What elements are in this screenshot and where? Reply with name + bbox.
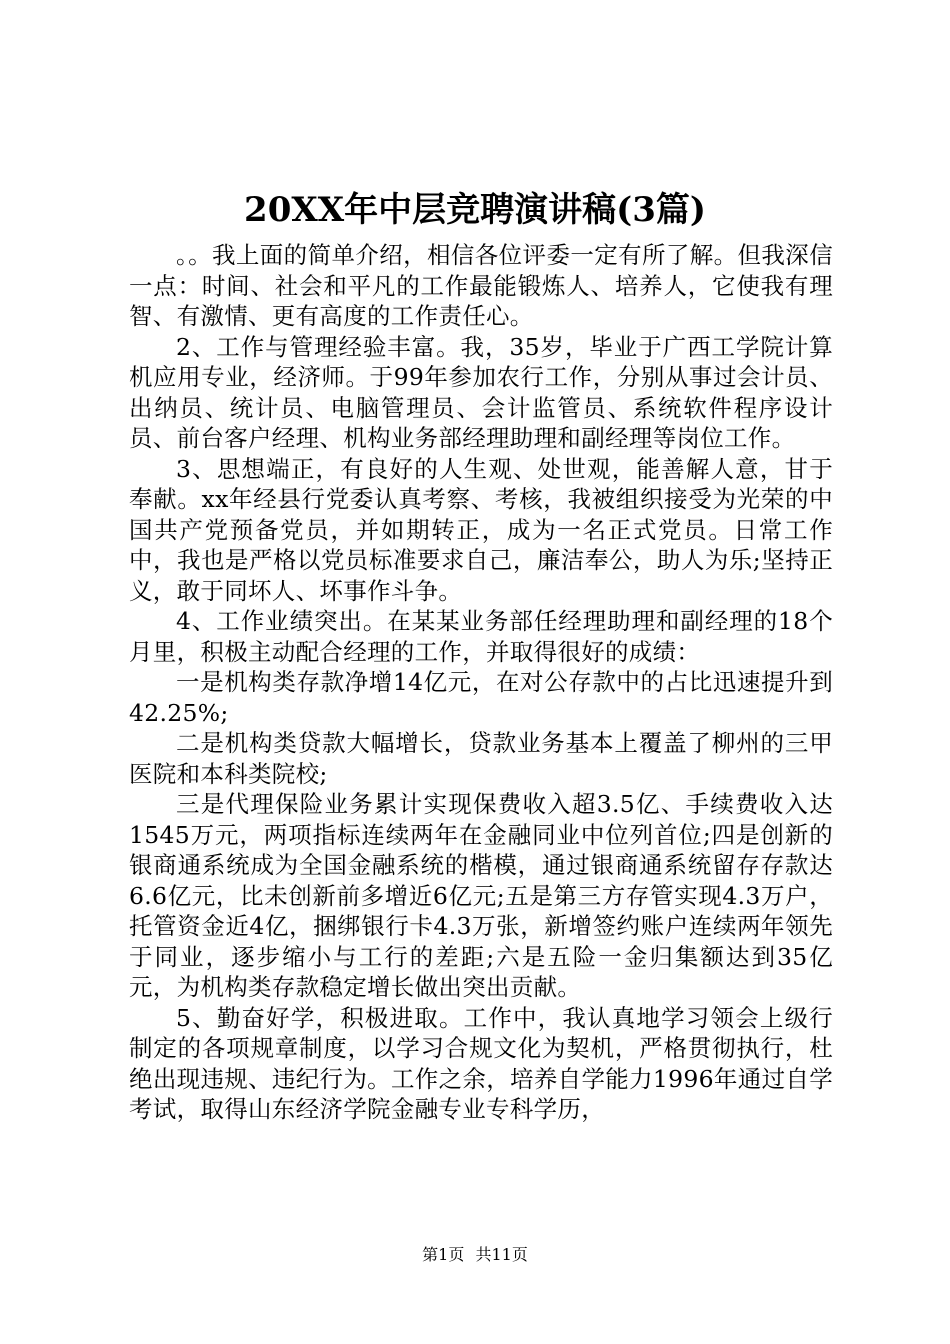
paragraph-deposits: 一是机构类存款净增14亿元，在对公存款中的占比迅速提升到42.25%;: [129, 668, 833, 727]
paragraph-experience: 2、工作与管理经验丰富。我，35岁，毕业于广西工学院计算机应用专业，经济师。于99年参加农行工作，分别从事过会计员、出纳员、统计员、电脑管理员、会计监管员、系统软件程序设计员、前台客户经理、机构业务部经理助理和副经理等岗位工作。: [129, 332, 833, 452]
page-number: 第1页: [422, 1245, 465, 1264]
paragraph-loans: 二是机构类贷款大幅增长，贷款业务基本上覆盖了柳州的三甲医院和本科类院校;: [129, 729, 833, 788]
page-total: 共11页: [475, 1245, 528, 1264]
page-footer: [0, 1244, 950, 1266]
paragraph-study: 5、勤奋好学，积极进取。工作中，我认真地学习领会上级行制定的各项规章制度，以学习合规文化为契机，严格贯彻执行，杜绝出现违规、违纪行为。工作之余，培养自学能力1996年通过自学考试，取得山东经济学院金融专业专科学历，: [129, 1003, 833, 1123]
paragraph-insurance: 三是代理保险业务累计实现保费收入超3.5亿、手续费收入达1545万元，两项指标连续两年在金融同业中位列首位;四是创新的银商通系统成为全国金融系统的楷模，通过银商通系统留存存款达6.6亿元，比未创新前多增近6亿元;五是第三方存管实现4.3万户，托管资金近4亿，捆绑银行卡4.3万张，新增签约账户连续两年领先于同业，逐步缩小与工行的差距;六是五险一金归集额达到35亿元，为机构类存款稳定增长做出突出贡献。: [129, 790, 833, 1001]
paragraph-achievements: 4、工作业绩突出。在某某业务部任经理助理和副经理的18个月里，积极主动配合经理的工作，并取得很好的成绩：: [129, 607, 833, 666]
paragraph-intro: 。。我上面的简单介绍，相信各位评委一定有所了解。但我深信一点：时间、社会和平凡的工作最能锻炼人、培养人，它使我有理智、有激情、更有高度的工作责任心。: [129, 241, 833, 330]
paragraph-ideology: 3、思想端正，有良好的人生观、处世观，能善解人意，甘于奉献。xx年经县行党委认真考察、考核，我被组织接受为光荣的中国共产党预备党员，并如期转正，成为一名正式党员。日常工作中，我也是严格以党员标准要求自己，廉洁奉公，助人为乐;坚持正义，敢于同坏人、坏事作斗争。: [129, 454, 833, 605]
document-body: [129, 240, 833, 1125]
document-title: 20XX年中层竞聘演讲稿(3篇): [244, 190, 706, 230]
